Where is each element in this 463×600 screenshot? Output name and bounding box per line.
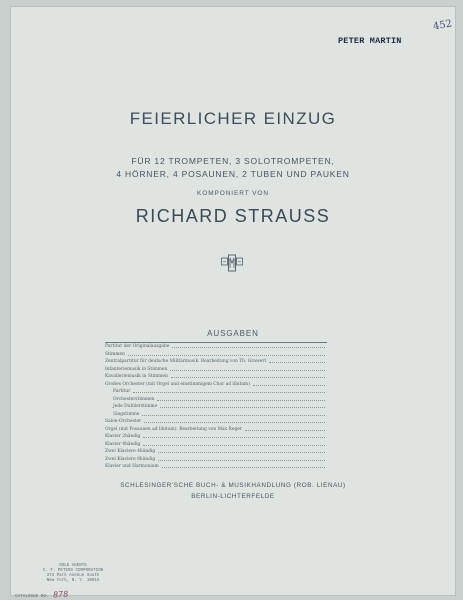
catalogue-value: 878 bbox=[52, 589, 69, 600]
edition-row bbox=[105, 456, 327, 464]
owner-stamp: PETER MARTIN bbox=[338, 36, 402, 46]
catalogue-number bbox=[15, 590, 68, 599]
edition-leader-dots bbox=[133, 388, 325, 393]
edition-label: Stimmen bbox=[105, 351, 125, 357]
edition-leader-dots bbox=[162, 463, 325, 468]
edition-label: Großes Orchester (mit Orgel und einstimmigem Chor ad libitum) bbox=[105, 381, 250, 387]
composed-by-label: KOMPONIERT VON bbox=[197, 190, 269, 197]
edition-label: Singstimme bbox=[113, 411, 140, 417]
edition-leader-dots bbox=[143, 433, 325, 438]
edition-row bbox=[105, 418, 327, 426]
work-title: FEIERLICHER EINZUG bbox=[129, 109, 337, 128]
edition-label: Orgel (mit Posaunen ad libitum). Bearbeitung von Max Reger bbox=[105, 426, 242, 432]
edition-label: Zwei Klaviere 8händig bbox=[105, 456, 156, 462]
edition-leader-dots bbox=[144, 418, 325, 423]
edition-label: Partitur der Originalausgabe bbox=[105, 344, 170, 349]
publisher-logo-icon bbox=[221, 254, 243, 272]
agents-line: New York, N. Y. 10016 bbox=[46, 579, 100, 583]
instrumentation-line-2: 4 HÖRNER, 4 POSAUNEN, 2 TUBEN UND PAUKEN bbox=[116, 169, 350, 179]
edition-row bbox=[105, 411, 327, 419]
edition-label: Salon-Orchester bbox=[105, 419, 142, 424]
sole-agents-stamp bbox=[28, 564, 118, 584]
title-page bbox=[10, 6, 456, 600]
edition-label: Klavier 4händig bbox=[105, 441, 141, 447]
edition-row bbox=[105, 403, 327, 411]
editions-heading: AUSGABEN bbox=[207, 329, 259, 338]
edition-row bbox=[105, 358, 327, 366]
publisher-name: SCHLESINGER'SCHE BUCH- & MUSIKHANDLUNG (ROB. LIENAU) bbox=[120, 482, 346, 489]
edition-leader-dots bbox=[158, 448, 325, 453]
agents-line: C. F. PETERS CORPORATION bbox=[42, 569, 104, 573]
edition-label: Zwei Klaviere 4händig bbox=[105, 449, 156, 454]
edition-label: Jede Dublierstimme bbox=[113, 404, 158, 409]
edition-row bbox=[105, 373, 327, 381]
edition-leader-dots bbox=[171, 373, 325, 378]
edition-label: Infanteriemusik in Stimmen bbox=[105, 366, 168, 372]
edition-row bbox=[105, 366, 327, 374]
edition-row bbox=[105, 343, 327, 351]
edition-leader-dots bbox=[160, 403, 325, 408]
agents-line: SOLE AGENTS bbox=[59, 564, 87, 568]
edition-row bbox=[105, 433, 327, 441]
edition-label: Zentralpartitur für deutsche Militärmusik. Bearbeitung von Th. Grawert bbox=[105, 359, 267, 364]
edition-label: Kavalleriemusik in Stimmen bbox=[105, 374, 168, 379]
edition-leader-dots bbox=[142, 411, 325, 416]
edition-label: Orchesterstimmen bbox=[113, 396, 155, 402]
editions-list bbox=[105, 342, 327, 471]
edition-row bbox=[105, 396, 327, 404]
edition-leader-dots bbox=[128, 351, 325, 356]
edition-leader-dots bbox=[172, 343, 325, 348]
edition-row bbox=[105, 426, 327, 434]
edition-label: Partitur bbox=[113, 389, 131, 394]
edition-row bbox=[105, 381, 327, 389]
edition-row bbox=[105, 463, 327, 471]
edition-label: Klavier 2händig bbox=[105, 434, 141, 439]
edition-leader-dots bbox=[269, 358, 325, 363]
edition-row bbox=[105, 351, 327, 359]
edition-leader-dots bbox=[253, 381, 325, 386]
publisher-city: BERLIN-LICHTERFELDE bbox=[191, 493, 275, 500]
edition-leader-dots bbox=[245, 426, 325, 431]
edition-leader-dots bbox=[158, 456, 325, 461]
instrumentation-line-1: FÜR 12 TROMPETEN, 3 SOLOTROMPETEN, bbox=[131, 156, 335, 166]
edition-row bbox=[105, 441, 327, 449]
edition-label: Klavier und Harmonium bbox=[105, 464, 159, 469]
composer-name: RICHARD STRAUSS bbox=[135, 206, 331, 226]
catalogue-label: CATALOGUE NO. bbox=[15, 594, 49, 599]
edition-leader-dots bbox=[157, 396, 325, 401]
agents-line: 373 Park Avenue South bbox=[46, 574, 100, 578]
handwritten-number: 452 bbox=[432, 18, 453, 33]
edition-row bbox=[105, 388, 327, 396]
edition-row bbox=[105, 448, 327, 456]
edition-leader-dots bbox=[143, 441, 325, 446]
edition-leader-dots bbox=[170, 366, 325, 371]
